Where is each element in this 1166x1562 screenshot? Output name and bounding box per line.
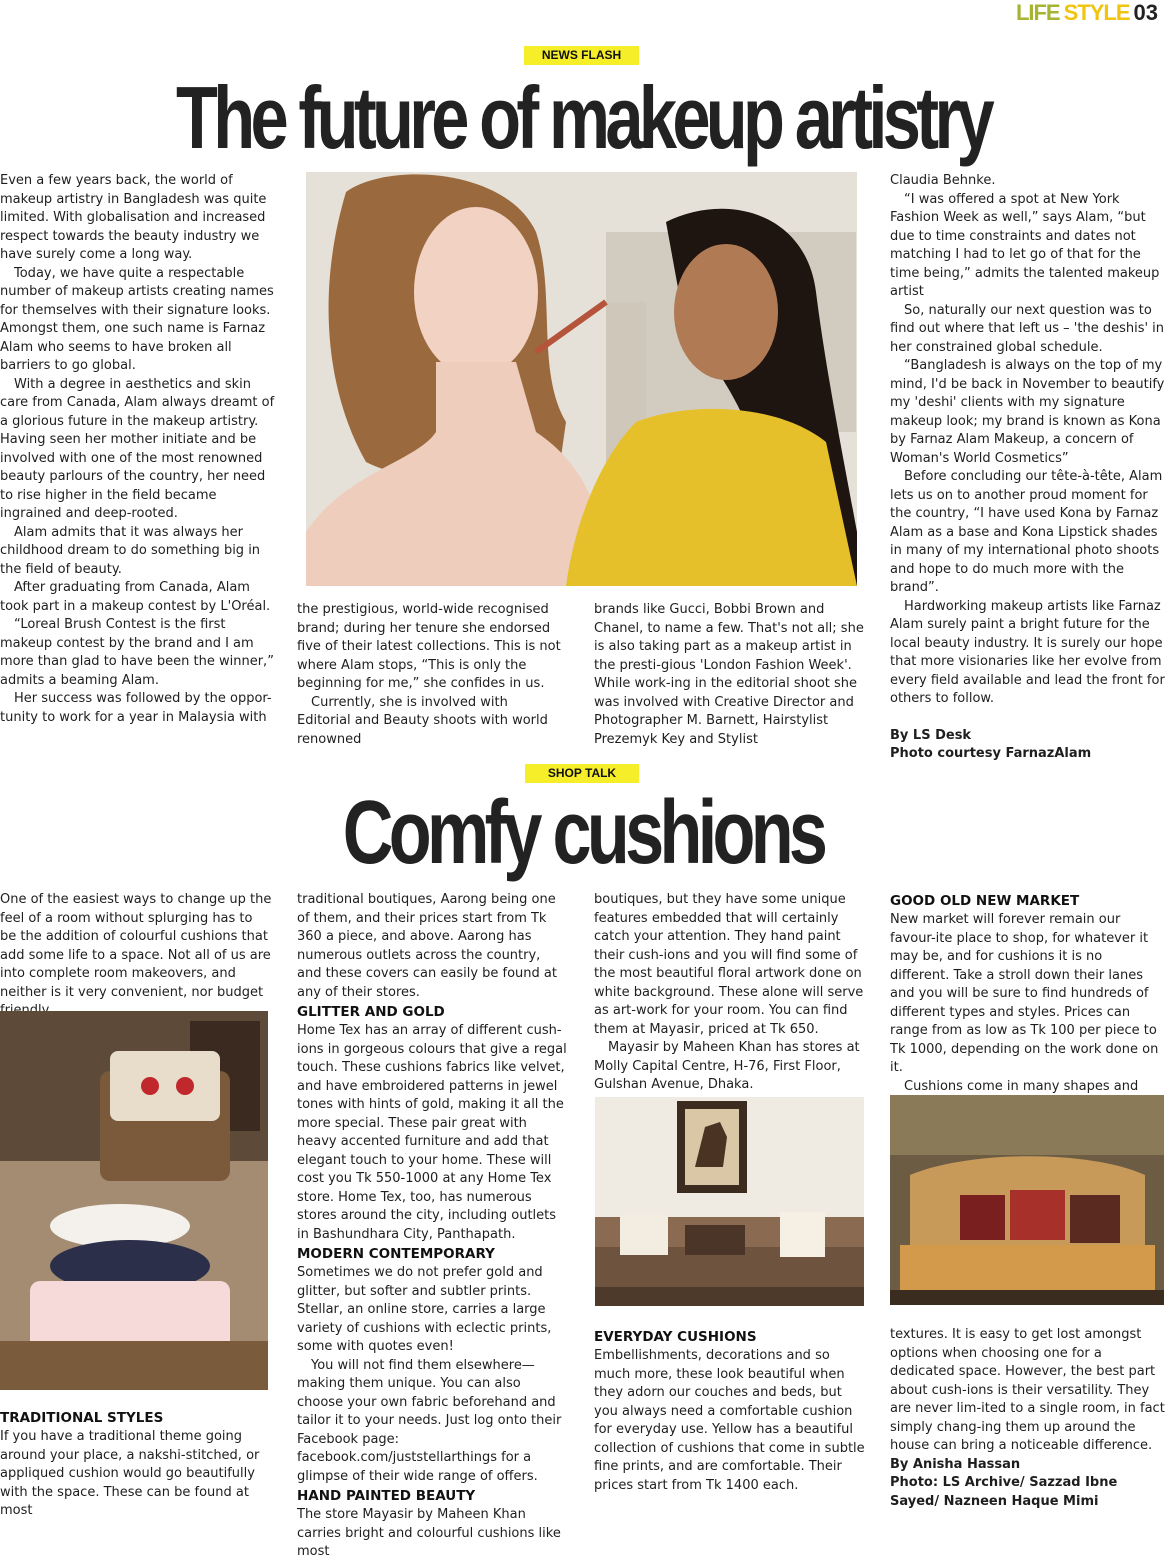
- article1-column-3: [594, 601, 866, 749]
- cushions-photo-illustration: [0, 1011, 268, 1390]
- traditional-cushions-photo: [0, 1011, 268, 1390]
- section-heading-good-old-new-market: GOOD OLD NEW MARKET: [890, 893, 1080, 909]
- embroidered-sofa-photo: [890, 1095, 1164, 1305]
- article2-column-1-intro: [0, 891, 272, 1021]
- paragraph: Mayasir by Maheen Khan has stores at Molly Capital Centre, H-76, First Floor, Gulshan Avenue, Dhaka.: [594, 1040, 860, 1092]
- article2-headline: Comfy cushions: [342, 783, 824, 883]
- paragraph: “I was offered a spot at New York Fashion Week as well,” says Alam, “but due to time constraints and dates not matching I had to let go of that for the time being,” admits the talented makeup artist: [890, 191, 1160, 299]
- article1-headline: The future of makeup artistry: [176, 68, 990, 167]
- article2-column-4-bottom: [890, 1326, 1165, 1511]
- makeup-artist-photo: [306, 172, 857, 586]
- paragraph: The store Mayasir by Maheen Khan carries bright and colourful cushions like most: [297, 1507, 561, 1559]
- article1-column-4: [890, 172, 1165, 764]
- paragraph: If you have a traditional theme going around your place, a nakshi-stitched, or appliqued cushion would go beautifully with the space. These can be found at most: [0, 1429, 260, 1518]
- paragraph: Sometimes we do not prefer gold and glitter, but softer and subtler prints. Stellar, an online store, carries a large variety of cushions with eclectic prints, some with quotes even!: [297, 1265, 552, 1354]
- makeup-photo-illustration: [306, 172, 857, 586]
- paragraph: Her success was followed by the oppor-tunity to work for a year in Malaysia with: [0, 691, 272, 725]
- paragraph: Cushions come in many shapes and: [904, 1078, 1139, 1094]
- section-heading-glitter-and-gold: GLITTER AND GOLD: [297, 1004, 445, 1020]
- section-heading-traditional-styles: TRADITIONAL STYLES: [0, 1410, 164, 1426]
- paragraph: Today, we have quite a respectable number of makeup artists creating names for themselves with their signature looks. Amongst them, one such name is Farnaz Alam who seems to have broken all barriers to go global.: [0, 265, 274, 373]
- paragraph: Even a few years back, the world of makeup artistry in Bangladesh was quite limited. With globalisation and increased respect towards the beauty industry we have surely come a long way.: [0, 173, 267, 262]
- sofa-cushions-photo: [595, 1097, 864, 1306]
- article2-column-2: [297, 891, 567, 1562]
- paragraph: the prestigious, world-wide recognised brand; during her tenure she endorsed five of their latest collections. This is not where Alam stops, “This is only the beginning for me,” she confides in us.: [297, 602, 561, 691]
- masthead-life: LIFE: [1015, 0, 1060, 25]
- page-number: 03: [1133, 0, 1158, 25]
- paragraph: After graduating from Canada, Alam took part in a makeup contest by L'Oréal.: [0, 580, 271, 614]
- paragraph: Embellishments, decorations and so much more, these look beautiful when they adorn our couches and beds, but you always need a comfortable cushion for everyday use. Yellow has a beautiful collection of cushions that come in subtle fine prints, and are comfortable. Their prices start from Tk 1400 each.: [594, 1348, 865, 1493]
- byline: By Anisha Hassan: [890, 1456, 1021, 1472]
- photo-credit: Photo courtesy FarnazAlam: [890, 746, 1092, 761]
- paragraph: So, naturally our next question was to find out where that left us – 'the deshis' in her constrained global schedule.: [890, 302, 1165, 355]
- section-heading-everyday-cushions: EVERYDAY CUSHIONS: [594, 1329, 757, 1345]
- article1-column-2: [297, 601, 562, 749]
- sofa-photo-illustration: [595, 1097, 864, 1306]
- news-flash-tag: NEWS FLASH: [524, 46, 639, 65]
- paragraph: Claudia Behnke.: [890, 173, 996, 188]
- paragraph: Alam admits that it was always her childhood dream to do something big in the field of beauty.: [0, 524, 261, 577]
- masthead-style: STYLE: [1063, 0, 1130, 25]
- paragraph: “Loreal Brush Contest is the first makeup contest by the brand and I am more than glad to have been the winner,” admits a beaming Alam.: [0, 617, 274, 688]
- shop-talk-tag: SHOP TALK: [525, 764, 639, 783]
- paragraph: Hardworking makeup artists like Farnaz Alam surely paint a bright future for the local beauty industry. It is surely our hope that more visionaries like her evolve from every field available and lead the front for others to follow.: [890, 598, 1165, 706]
- paragraph: boutiques, but they have some unique features embedded that will certainly catch your attention. They hand paint their cush-ions and you will find some of the most beautiful floral artwork done on white background. These alone will serve as art-work for your room. You can find them at Mayasir, priced at Tk 650.: [594, 892, 864, 1037]
- paragraph: traditional boutiques, Aarong being one of them, and their prices start from Tk 360 a piece, and above. Aarong has numerous outlets across the country, and these covers can easily be found at any of their stores.: [297, 892, 557, 1000]
- paragraph: With a degree in aesthetics and skin care from Canada, Alam always dreamt of a glorious future in the makeup artistry. Having seen her mother initiate and be involved with one of the most renowned beauty parlours of the country, her need to rise higher in the field became ingrained and deep-rooted.: [0, 376, 275, 521]
- paragraph: Before concluding our tête-à-tête, Alam lets us on to another proud moment for the country, “I have used Kona by Farnaz Alam as a base and Kona Lipstick shades in many of my international photo shoots and hope to do much more with the brand”.: [890, 469, 1163, 595]
- paragraph: Currently, she is involved with Editorial and Beauty shoots with world renowned: [297, 694, 548, 747]
- section-heading-hand-painted-beauty: HAND PAINTED BEAUTY: [297, 1488, 476, 1504]
- paragraph: New market will forever remain our favour-ite place to shop, for whatever it may be, and for cushions it is no different. Take a stroll down their lanes and you will be sure to find hundreds of different types and styles. Prices can range from as low as Tk 100 per piece to Tk 1000, depending on the work done on it.: [890, 912, 1159, 1075]
- section-masthead: [1016, 0, 1158, 26]
- paragraph: textures. It is easy to get lost amongst options when choosing one for a dedicated space. However, the best part about cush-ions is their versatility. They are never lim-ited to a single room, in fact simply chang-ing them up around the house can bring a noticeable difference.: [890, 1327, 1165, 1453]
- section-heading-modern-contemporary: MODERN CONTEMPORARY: [297, 1246, 495, 1262]
- article2-column-3-top: [594, 891, 866, 1095]
- paragraph: One of the easiest ways to change up the feel of a room without splurging has to be the addition of colourful cushions that add some life to a space. Not all of us are into complete room makeovers, and neither is it very convenient, nor budget: [0, 892, 272, 1000]
- byline: By LS Desk: [890, 727, 972, 743]
- paragraph: “Bangladesh is always on the top of my mind, I'd be back in November to beautify my 'deshi' clients with my signature makeup look; my brand is known as Kona by Farnaz Alam Makeup, a concern of Woman's World Cosmetics”: [890, 358, 1165, 466]
- photo-credit: Photo: LS Archive/ Sazzad Ibne Sayed/ Nazneen Haque Mimi: [890, 1475, 1118, 1509]
- article1-column-1: [0, 172, 275, 727]
- paragraph: You will not find them elsewhere—making them unique. You can also choose your own fabric beforehand and tailor it to your needs. Just log onto their Facebook page: facebook.com/juststellarthings for a glimpse of their wide range of offers.: [297, 1357, 562, 1484]
- paragraph: Home Tex has an array of different cush-ions in gorgeous colours that give a regal touch. These cushions fabrics like velvet, and have embroidered patterns in jewel tones with hints of gold, making it all the more special. These pair great with heavy accented furniture and add that elegant touch to your home. These will cost you Tk 550-1000 at any Home Tex store. Home Tex, too, has numerous stores around the city, including outlets in Bashundhara City, Panthapath.: [297, 1023, 567, 1242]
- article2-column-3-bottom: [594, 1327, 866, 1495]
- sofa2-photo-illustration: [890, 1095, 1164, 1305]
- paragraph: brands like Gucci, Bobbi Brown and Chanel, to name a few. That's not all; she is also taking part as a makeup artist in the presti-gious 'London Fashion Week'. While work-ing in the editorial shoot she was involved with Creative Director and Photographer M. Barnett, Hairstylist Prezemyk Key and Stylist: [594, 602, 864, 747]
- article2-column-1-bottom: [0, 1408, 272, 1521]
